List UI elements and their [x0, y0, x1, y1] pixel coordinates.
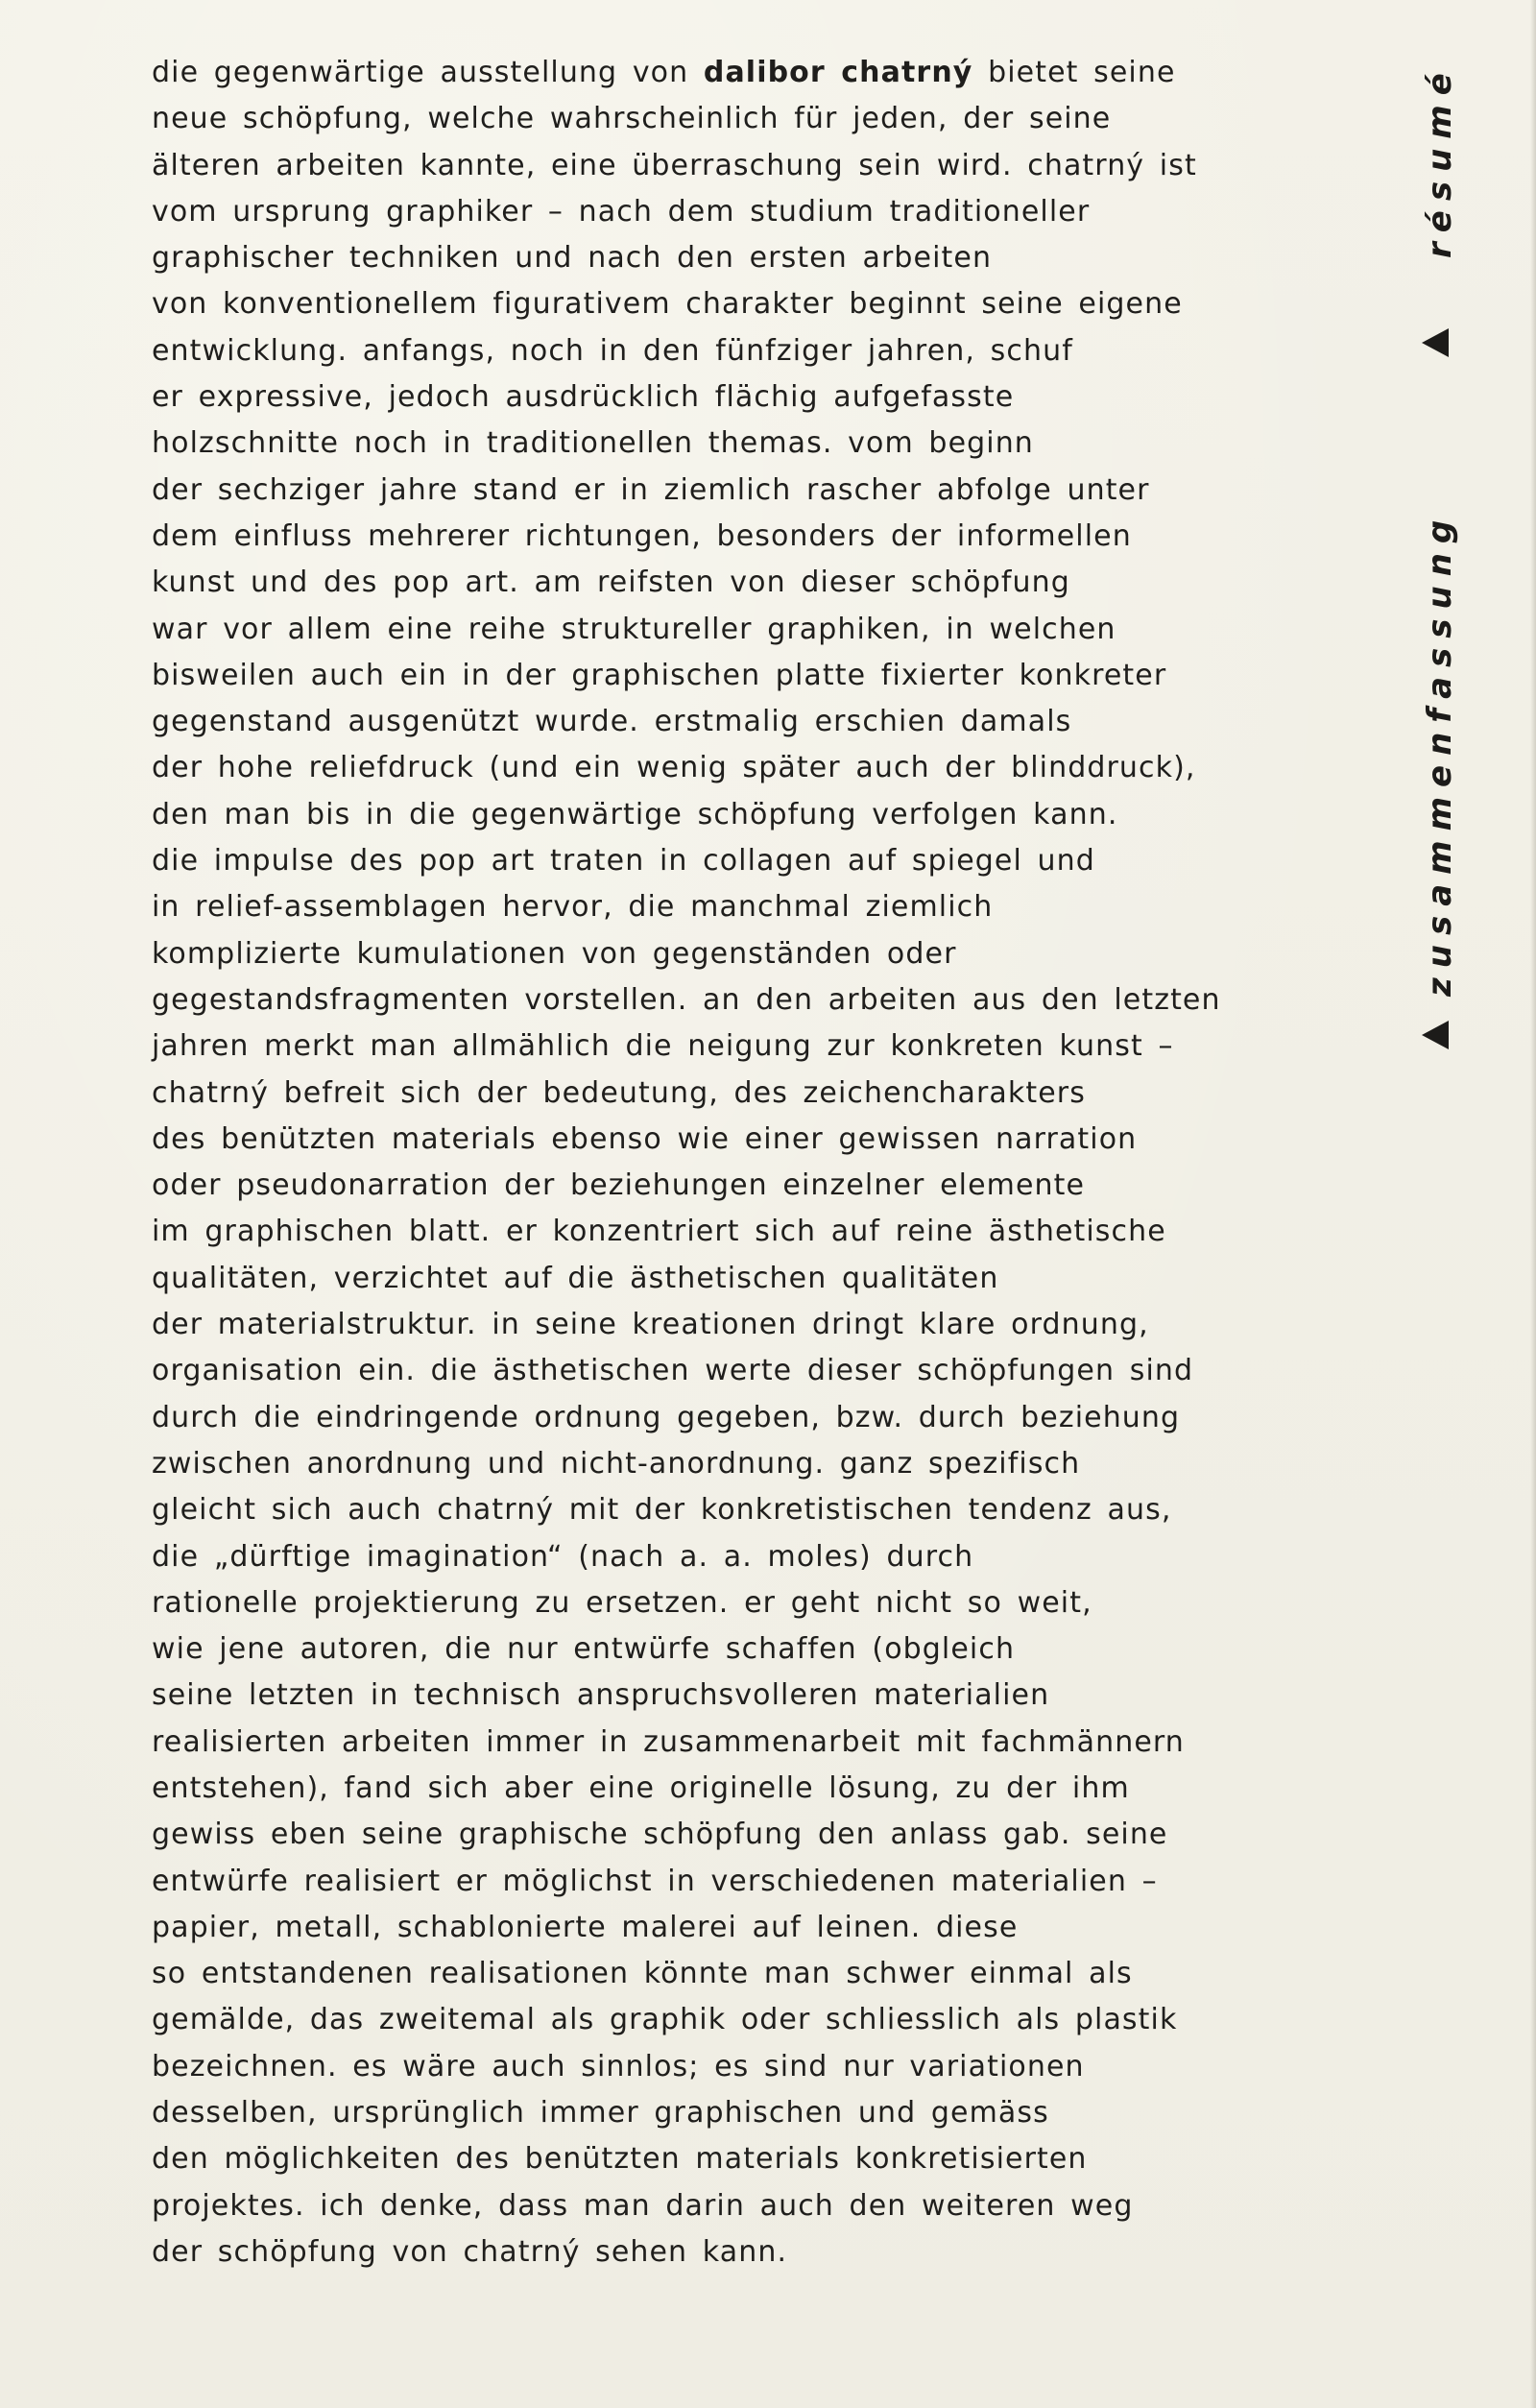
- text-line: organisation ein. die ästhetischen werte dieser schöpfungen sind: [152, 1354, 1194, 1388]
- text-line: so entstandenen realisationen könnte man schwer einmal als: [152, 1957, 1133, 1991]
- text-line: rationelle projektierung zu ersetzen. er geht nicht so weit,: [152, 1585, 1092, 1620]
- text-line: seine letzten in technisch anspruchsvolleren materialien: [152, 1678, 1050, 1713]
- text-line: war vor allem eine reihe struktureller graphiken, in welchen: [152, 612, 1116, 646]
- text-line: jahren merkt man allmählich die neigung zur konkreten kunst –: [152, 1029, 1174, 1064]
- text-line: desselben, ursprünglich immer graphischen und gemäss: [152, 2096, 1049, 2131]
- text-line: entwürfe realisiert er möglichst in verschiedenen materialien –: [152, 1864, 1158, 1898]
- side-label-column: [1413, 48, 1467, 1018]
- text-line: wie jene autoren, die nur entwürfe schaffen (obgleich: [152, 1632, 1016, 1667]
- text-line: gegenstand ausgenützt wurde. erstmalig erschien damals: [152, 705, 1072, 739]
- text-line: der hohe reliefdruck (und ein wenig später auch der blinddruck),: [152, 751, 1196, 785]
- text-line: projektes. ich denke, dass man darin auch den weiteren weg: [152, 2188, 1134, 2223]
- text-line: qualitäten, verzichtet auf die ästhetischen qualitäten: [152, 1261, 999, 1295]
- text-line: der sechziger jahre stand er in ziemlich rascher abfolge unter: [152, 472, 1150, 507]
- text-run: die gegenwärtige ausstellung von: [152, 56, 704, 89]
- text-line: chatrný befreit sich der bedeutung, des zeichencharakters: [152, 1075, 1086, 1110]
- text-line: kunst und des pop art. am reifsten von dieser schöpfung: [152, 566, 1070, 600]
- text-line: der schöpfung von chatrný sehen kann.: [152, 2234, 788, 2269]
- text-line: der materialstruktur. in seine kreationen dringt klare ordnung,: [152, 1308, 1149, 1342]
- text-line: er expressive, jedoch ausdrücklich flächig aufgefasste: [152, 380, 1015, 415]
- text-line: bezeichnen. es wäre auch sinnlos; es sind nur variationen: [152, 2049, 1085, 2083]
- text-line: neue schöpfung, welche wahrscheinlich für jeden, der seine: [152, 102, 1112, 136]
- text-line: in relief-assemblagen hervor, die manchmal ziemlich: [152, 890, 994, 925]
- page-edge-shadow: [1530, 0, 1536, 2408]
- text-line: papier, metall, schablonierte malerei auf leinen. diese: [152, 1910, 1019, 1944]
- text-line: zwischen anordnung und nicht-anordnung. ganz spezifisch: [152, 1446, 1081, 1481]
- text-line: bisweilen auch ein in der graphischen platte fixierter konkreter: [152, 658, 1167, 692]
- side-label-zusammenfassung: zusammenfassung: [1421, 510, 1459, 997]
- text-line: gleicht sich auch chatrný mit der konkretistischen tendenz aus,: [152, 1493, 1172, 1528]
- text-line: älteren arbeiten kannte, eine überraschung sein wird. chatrný ist: [152, 148, 1197, 182]
- text-line: dem einfluss mehrerer richtungen, besonders der informellen: [152, 518, 1132, 553]
- text-line: realisierten arbeiten immer in zusammenarbeit mit fachmännern: [152, 1724, 1185, 1759]
- text-line: im graphischen blatt. er konzentriert sich auf reine ästhetische: [152, 1215, 1166, 1249]
- text-line: den man bis in die gegenwärtige schöpfung verfolgen kann.: [152, 797, 1118, 831]
- artist-name: dalibor chatrný: [703, 56, 973, 89]
- text-run: bietet seine: [972, 56, 1176, 89]
- triangle-left-icon: [1422, 1021, 1449, 1049]
- text-line: des benützten materials ebenso wie einer gewissen narration: [152, 1121, 1138, 1156]
- text-line: holzschnitte noch in traditionellen themas. vom beginn: [152, 426, 1034, 461]
- text-line: gemälde, das zweitemal als graphik oder schliesslich als plastik: [152, 2003, 1178, 2037]
- text-line: den möglichkeiten des benützten materials konkretisierten: [152, 2142, 1088, 2177]
- text-line: von konventionellem figurativem charakter beginnt seine eigene: [152, 287, 1183, 322]
- text-line: gegestandsfragmenten vorstellen. an den arbeiten aus den letzten: [152, 982, 1221, 1017]
- text-line: graphischer techniken und nach den ersten arbeiten: [152, 241, 993, 276]
- text-line: durch die eindringende ordnung gegeben, bzw. durch beziehung: [152, 1400, 1181, 1434]
- text-line: entstehen), fand sich aber eine originelle lösung, zu der ihm: [152, 1770, 1130, 1805]
- text-line: oder pseudonarration der beziehungen einzelner elemente: [152, 1168, 1086, 1203]
- side-label-resume: résumé: [1421, 63, 1459, 258]
- text-line: vom ursprung graphiker – nach dem studium traditioneller: [152, 194, 1091, 229]
- text-line: [152, 50, 1227, 96]
- triangle-left-icon: [1422, 328, 1449, 357]
- text-line: entwicklung. anfangs, noch in den fünfziger jahren, schuf: [152, 333, 1073, 368]
- article-body: [152, 50, 1227, 2276]
- text-line: gewiss eben seine graphische schöpfung den anlass gab. seine: [152, 1818, 1168, 1852]
- text-line: die impulse des pop art traten in collagen auf spiegel und: [152, 844, 1095, 879]
- text-line: komplizierte kumulationen von gegenständen oder: [152, 936, 957, 971]
- text-line: die „dürftige imagination“ (nach a. a. moles) durch: [152, 1539, 974, 1574]
